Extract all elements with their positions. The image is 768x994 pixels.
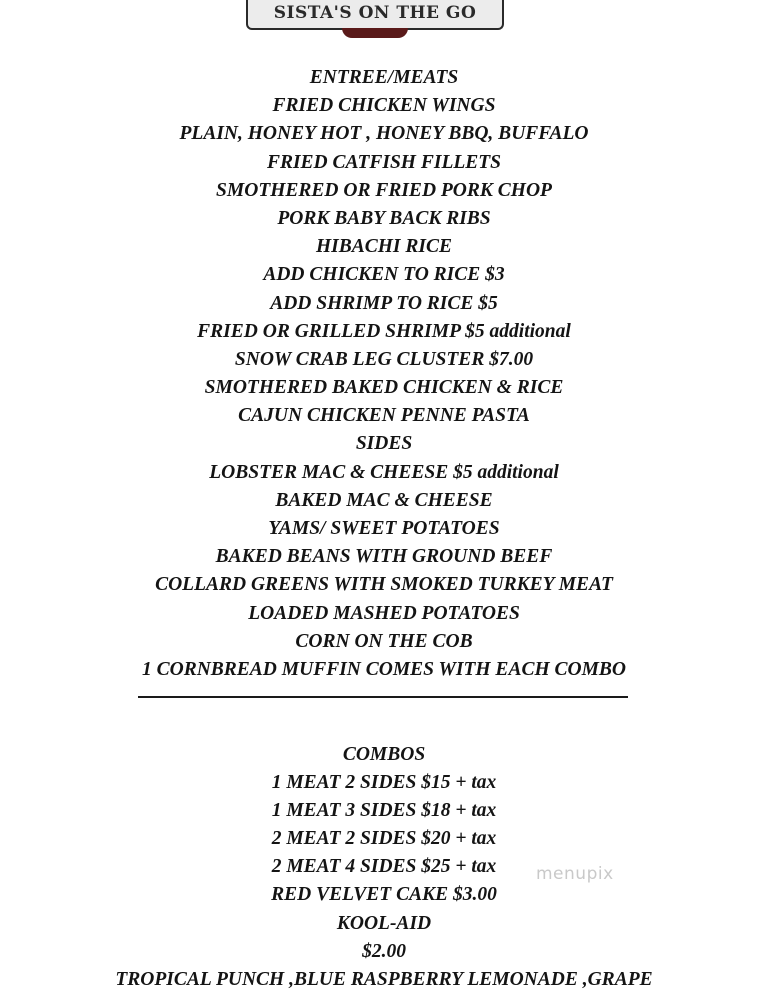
menu-item: LOBSTER MAC & CHEESE $5 additional bbox=[209, 461, 559, 483]
spacer bbox=[0, 712, 768, 740]
menu-note: 1 CORNBREAD MUFFIN COMES WITH EACH COMBO bbox=[141, 658, 627, 680]
menu-item: SMOTHERED OR FRIED PORK CHOP bbox=[216, 179, 552, 201]
menu-item-addon: ADD SHRIMP TO RICE $5 bbox=[270, 292, 498, 314]
drink-price: $2.00 bbox=[362, 940, 406, 962]
menu-item: PORK BABY BACK RIBS bbox=[277, 207, 491, 229]
menu-item: BAKED MAC & CHEESE bbox=[275, 489, 493, 511]
menu-item-flavors: PLAIN, HONEY HOT , HONEY BBQ, BUFFALO bbox=[179, 123, 589, 145]
divider-line bbox=[138, 696, 628, 698]
divider bbox=[0, 684, 768, 712]
section-heading-entree-meats: ENTREE/MEATS bbox=[309, 67, 459, 88]
section-heading-sides: SIDES bbox=[355, 433, 413, 455]
section-heading-combos: COMBOS bbox=[342, 743, 426, 765]
menu-item: COLLARD GREENS WITH SMOKED TURKEY MEAT bbox=[155, 574, 613, 596]
drink-item: KOOL-AID bbox=[336, 912, 432, 934]
menu-item: YAMS/ SWEET POTATOES bbox=[268, 518, 500, 539]
logo-text: SISTA'S ON THE GO bbox=[273, 3, 477, 23]
menu-item: SNOW CRAB LEG CLUSTER $7.00 bbox=[234, 348, 534, 370]
dessert-item: RED VELVET CAKE $3.00 bbox=[271, 884, 497, 906]
combo-item: 2 MEAT 2 SIDES $20 + tax bbox=[271, 828, 497, 850]
watermark: menupix bbox=[536, 864, 614, 884]
menu-list bbox=[0, 64, 768, 994]
menu-item: SMOTHERED BAKED CHICKEN & RICE bbox=[204, 377, 564, 399]
menu-item: BAKED BEANS WITH GROUND BEEF bbox=[215, 546, 553, 568]
menu-item: FRIED CHICKEN WINGS bbox=[272, 95, 496, 117]
menu-item: HIBACHI RICE bbox=[315, 236, 452, 258]
menu-item: FRIED OR GRILLED SHRIMP $5 additional bbox=[197, 320, 571, 342]
menu-item: CAJUN CHICKEN PENNE PASTA bbox=[238, 405, 530, 427]
menu-item: LOADED MASHED POTATOES bbox=[248, 602, 520, 624]
drink-flavors: TROPICAL PUNCH ,BLUE RASPBERRY LEMONADE ,GRAPE bbox=[115, 969, 653, 990]
menu-item: FRIED CATFISH FILLETS bbox=[266, 151, 502, 173]
menu-item-addon: ADD CHICKEN TO RICE $3 bbox=[263, 264, 505, 286]
combo-item: 1 MEAT 3 SIDES $18 + tax bbox=[271, 799, 497, 821]
brand-logo bbox=[246, 0, 504, 38]
menu-item: CORN ON THE COB bbox=[295, 630, 473, 652]
combo-item: 1 MEAT 2 SIDES $15 + tax bbox=[271, 771, 497, 793]
logo-swoosh bbox=[342, 28, 408, 38]
combo-item: 2 MEAT 4 SIDES $25 + tax bbox=[271, 856, 497, 878]
